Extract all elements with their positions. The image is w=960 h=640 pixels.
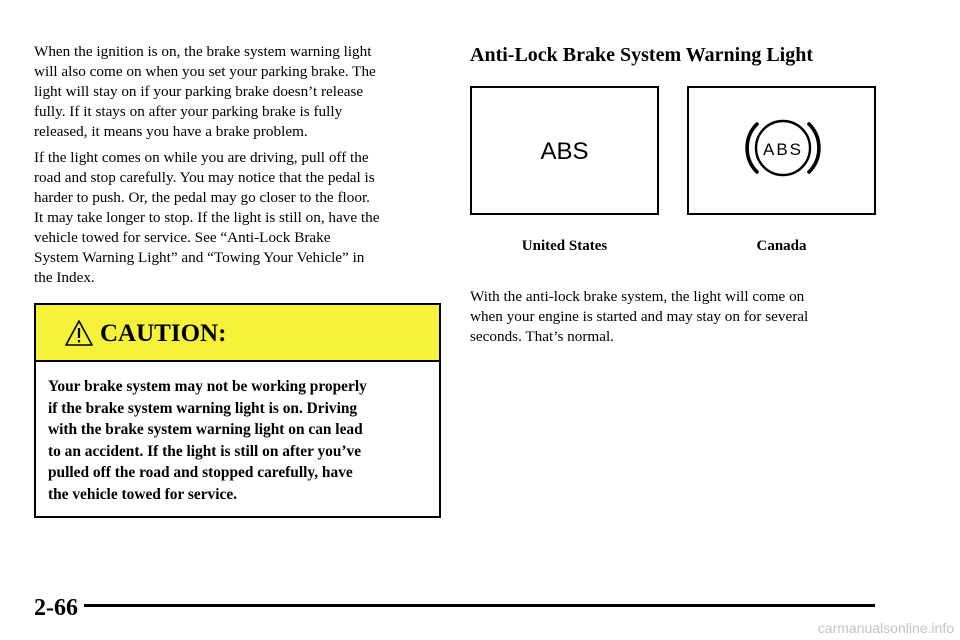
- watermark: carmanualsonline.info: [817, 620, 954, 636]
- abs-circle-label: ABS: [762, 140, 804, 159]
- section-heading: Anti-Lock Brake System Warning Light: [470, 44, 813, 66]
- abs-paragraph: With the anti-lock brake system, the light will come on when your engine is started and may stay on for several seconds. That’s normal.: [470, 288, 809, 345]
- warning-triangle-icon: [64, 319, 94, 347]
- brake-warning-paragraph-2: If the light comes on while you are driving, pull off the road and stop carefully. You may notice that the pedal is harder to push. Or, the pedal may go closer to the floor. It may take longer to stop. If the light is still on, have the vehicle towed for service. See “Anti-Lock Brake System Warning Light” and “Towing Your Vehicle” in the Index.: [34, 149, 380, 286]
- caution-title: CAUTION:: [100, 320, 227, 347]
- caution-body: Your brake system may not be working properly if the brake system warning light is on. Driving with the brake system warning light on can lead to an accident. If the light is still on after you’ve pulled off the road and stopped carefully, have the vehicle towed for service.: [48, 378, 367, 503]
- abs-label: ABS: [540, 138, 589, 165]
- abs-symbol-canada: [687, 86, 876, 215]
- abs-circle-symbol-icon: [741, 116, 825, 180]
- brake-warning-paragraph-1: When the ignition is on, the brake system warning light will also come on when you set your parking brake. The light will stay on if your parking brake doesn’t release fully. If it stays on after your parking brake is fully released, it means you have a brake problem.: [34, 43, 376, 140]
- footer-divider: [84, 604, 875, 607]
- page-number: 2-66: [34, 595, 78, 621]
- caution-header: [36, 305, 439, 362]
- abs-symbol-us: [470, 86, 659, 215]
- caution-box: [34, 303, 441, 518]
- caption-canada: Canada: [756, 238, 807, 254]
- caption-united-states: United States: [521, 238, 608, 254]
